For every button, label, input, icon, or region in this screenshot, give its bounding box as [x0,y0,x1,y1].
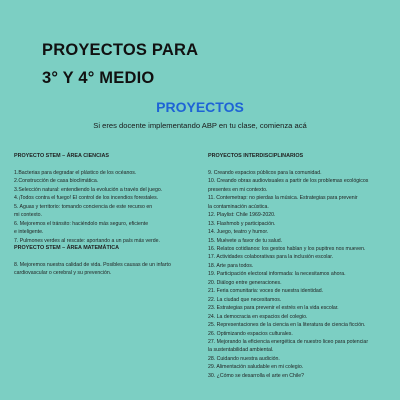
list-item: 14. Juego, teatro y humor. [208,229,269,236]
stem-matematica-section [14,244,204,278]
list-item: 21. Feria comunitaria: voces de nuestra identidad. [208,288,324,295]
list-item: 18. Arte para todos. [208,262,254,269]
list-item: 8. Mejoremos nuestra calidad de vida. Posibles causas de un infarto [14,261,171,268]
list-item: e inteligente. [14,229,44,236]
list-item: 7. Pulmones verdes al rescate: aportando a un país más verde. [14,237,160,244]
list-item: 20. Diálogo entre generaciones. [208,279,282,286]
list-item: 13. Flashmob y participación. [208,220,276,227]
list-item: 15. Muévete a favor de tu salud. [208,237,283,244]
list-item: 27. Mejorando la eficiencia energética de nuestro liceo para potenciar [208,338,369,345]
list-item: 3.Selección natural: entendiendo la evolución a través del juego. [14,186,163,193]
list-item: la contaminación acústica. [208,203,269,210]
title-line-1: PROYECTOS PARA [42,41,199,59]
interdisciplinarios-heading: PROYECTOS INTERDISCIPLINARIOS [208,153,304,159]
list-item: 2.Construcción de casa bioclimática. [14,178,99,185]
page-title [42,36,198,92]
list-item: 29. Alimentación saludable en mi colegio. [208,364,304,371]
stem-ciencias-heading: PROYECTO STEM – ÁREA CIENCIAS [14,153,109,159]
list-item: 12. Playlist: Chile 1969-2020. [208,212,276,219]
list-item: 10. Creando obras audiovisuales a partir de los problemas ecológicos [208,178,369,185]
list-item: 24. La democracia en espacios del colegio. [208,313,308,320]
list-item: 11. Contemetrap: no pierdas la música. Estrategias para prevenir [208,195,358,202]
list-item: 5. Aguas y territorio: tomando conciencia de este recurso en [14,203,153,210]
title-line-2: 3° Y 4° MEDIO [42,69,155,87]
list-item: 17. Actividades colaborativas para la inclusión escolar. [208,254,334,261]
intro-text: Si eres docente implementando ABP en tu clase, comienza acá [93,121,307,130]
section-subtitle: PROYECTOS [156,99,244,115]
list-item: 4.¡Todos contra el fuego! El control de los incendios forestales. [14,195,159,202]
list-item: 9. Creando espacios públicos para la comunidad. [208,169,322,176]
list-item: 25. Representaciones de la ciencia en la literatura de ciencia ficción. [208,322,366,329]
list-item: 19. Participación electoral informada: la necesitamos ahora. [208,271,346,278]
interdisciplinarios-section [208,152,396,380]
list-item: 1.Bacterias para degradar el plástico de los océanos. [14,169,137,176]
list-item: 22. La ciudad que necesitamos. [208,296,282,303]
list-item: 28. Cuidando nuestra audición. [208,355,280,362]
list-item: cardiovascular o cerebral y su prevención. [14,270,112,277]
list-item: 30. ¿Cómo se desarrolla el arte en Chile? [208,372,305,379]
stem-matematica-heading: PROYECTO STEM – ÁREA MATEMÁTICA [14,245,120,251]
stem-ciencias-section [14,152,204,245]
list-item: la sustentabilidad ambiental. [208,347,274,354]
list-item: 16. Relatos cotidianos: los gestos hablan y los pupitres nos mueven. [208,245,366,252]
list-item: mi contexto. [14,212,42,219]
list-item: 26. Optimizando espacios culturales. [208,330,293,337]
list-item: 6. Mejoremos el tránsito: haciéndolo más seguro, eficiente [14,220,149,227]
list-item: 23. Estrategias para prevenir el estrés en la vida escolar. [208,305,339,312]
list-item: presentes en mi contexto. [208,186,268,193]
